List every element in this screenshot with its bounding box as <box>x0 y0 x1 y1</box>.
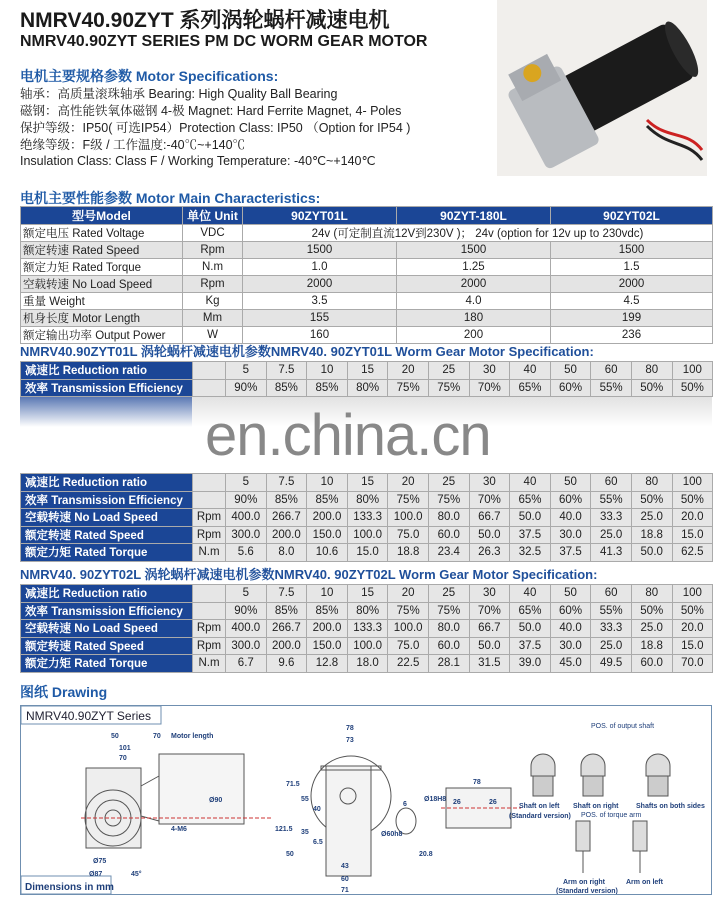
dimension-label: 20.8 <box>419 851 433 858</box>
table-row <box>21 526 713 544</box>
value-cell: 70% <box>469 379 510 397</box>
dimension-label: 26 <box>489 799 497 806</box>
dimension-label: 55 <box>301 796 309 803</box>
value-cell: 200 <box>397 327 551 344</box>
dimension-label: (Standard version) <box>509 813 571 820</box>
spec-insulation-cn: 绝缘等级：F级 / 工作温度:-40℃~+140℃ <box>20 138 246 152</box>
value-cell: 50 <box>550 362 591 380</box>
dimension-label: 43 <box>341 863 349 870</box>
value-cell: 6.7 <box>226 655 267 673</box>
value-cell: 400.0 <box>226 509 267 527</box>
value-cell: 30 <box>469 362 510 380</box>
table-row <box>21 637 713 655</box>
table-row <box>21 242 713 259</box>
dimension-label: 71.5 <box>286 781 300 788</box>
value-cell: 80% <box>347 491 388 509</box>
value-cell: 85% <box>307 602 348 620</box>
value-cell: 45.0 <box>550 655 591 673</box>
dimension-label: Arm on left <box>626 879 663 886</box>
value-cell: 160 <box>243 327 397 344</box>
value-cell: 75.0 <box>388 637 429 655</box>
dimension-label: 71 <box>341 887 349 894</box>
value-cell: 155 <box>243 310 397 327</box>
table-row <box>21 293 713 310</box>
dimension-label: 50 <box>286 851 294 858</box>
value-cell: 25 <box>428 362 469 380</box>
value-cell: 39.0 <box>510 655 551 673</box>
motor-length-label: Motor length <box>171 733 214 740</box>
value-cell: 55% <box>591 491 632 509</box>
value-cell: 50.0 <box>510 620 551 638</box>
spec-protection: 保护等级：IP50( 可选IP54）Protection Class: IP50 （Option for IP54 ) <box>20 121 411 135</box>
unit-cell <box>193 362 226 380</box>
value-cell: 7.5 <box>266 585 307 603</box>
value-cell: 20.0 <box>672 620 713 638</box>
value-cell: 199 <box>551 310 713 327</box>
header-row <box>21 207 713 225</box>
row-label: 额定转速 Rated Speed <box>21 637 193 655</box>
value-cell: 7.5 <box>266 474 307 492</box>
value-cell: 3.5 <box>243 293 397 310</box>
value-cell: 150.0 <box>307 637 348 655</box>
value-cell: 150.0 <box>307 526 348 544</box>
value-cell: 15.0 <box>672 526 713 544</box>
column-header: 90ZYT-180L <box>397 207 551 225</box>
value-cell: 66.7 <box>469 509 510 527</box>
value-cell: 66.7 <box>469 620 510 638</box>
value-cell: 75% <box>428 379 469 397</box>
value-cell: 70% <box>469 602 510 620</box>
value-cell: 37.5 <box>510 526 551 544</box>
value-cell: 18.0 <box>347 655 388 673</box>
dimension-label: Ø90 <box>209 797 223 804</box>
value-cell: 85% <box>307 491 348 509</box>
value-cell: 49.5 <box>591 655 632 673</box>
unit-cell: Rpm <box>183 242 243 259</box>
value-cell: 10 <box>307 362 348 380</box>
value-cell: 30.0 <box>550 526 591 544</box>
value-cell: 31.5 <box>469 655 510 673</box>
value-cell: 75% <box>388 491 429 509</box>
value-cell: 80 <box>631 474 672 492</box>
page-subtitle: NMRV40.90ZYT SERIES PM DC WORM GEAR MOTOR <box>20 33 428 50</box>
value-cell: 50% <box>631 602 672 620</box>
value-cell: 100.0 <box>347 637 388 655</box>
dimension-label: 70 <box>153 733 161 740</box>
value-cell: 4.5 <box>551 293 713 310</box>
table-row <box>21 655 713 673</box>
dimension-label: Ø18H8 <box>424 796 447 803</box>
value-cell: 5 <box>226 362 267 380</box>
column-header: 型号Model <box>21 207 183 225</box>
value-cell: 20 <box>388 362 429 380</box>
value-cell: 50% <box>672 602 713 620</box>
value-cell: 25.0 <box>631 620 672 638</box>
value-cell: 180 <box>397 310 551 327</box>
unit-cell: Kg <box>183 293 243 310</box>
unit-cell: Rpm <box>193 526 226 544</box>
value-cell: 50% <box>672 379 713 397</box>
column-header: 单位 Unit <box>183 207 243 225</box>
table-row <box>21 379 713 397</box>
value-cell: 90% <box>226 491 267 509</box>
row-label: 减速比 Reduction ratio <box>21 362 193 380</box>
value-cell: 70% <box>469 491 510 509</box>
value-cell: 50% <box>631 379 672 397</box>
dimension-label: 6.5 <box>313 839 323 846</box>
value-cell: 50 <box>550 474 591 492</box>
table-row <box>21 276 713 293</box>
value-cell: 75% <box>388 602 429 620</box>
row-label: 空载转速 No Load Speed <box>21 509 193 527</box>
units-label: Dimensions in mm <box>25 882 114 893</box>
value-cell: 1.25 <box>397 259 551 276</box>
table-row <box>21 310 713 327</box>
dimension-label: Ø75 <box>93 858 107 865</box>
value-cell: 65% <box>510 491 551 509</box>
specs-heading: 电机主要规格参数 Motor Specifications: <box>20 68 279 84</box>
value-cell: 80 <box>631 362 672 380</box>
value-cell: 60 <box>591 362 632 380</box>
value-cell: 60.0 <box>428 637 469 655</box>
value-cell: 100 <box>672 474 713 492</box>
table-row <box>21 491 713 509</box>
value-cell: 65% <box>510 602 551 620</box>
unit-cell: Rpm <box>183 276 243 293</box>
value-cell: 60 <box>591 585 632 603</box>
value-cell: 5.6 <box>226 544 267 562</box>
value-cell: 80% <box>347 379 388 397</box>
value-cell: 40 <box>510 362 551 380</box>
value-cell: 37.5 <box>510 637 551 655</box>
value-cell: 5 <box>226 585 267 603</box>
unit-cell: N.m <box>193 655 226 673</box>
value-cell: 60.0 <box>631 655 672 673</box>
dimension-label: 35 <box>301 829 309 836</box>
value-cell: 25 <box>428 585 469 603</box>
page-title: NMRV40.90ZYT 系列涡轮蜗杆减速电机 <box>20 9 390 32</box>
row-label: 效率 Transmission Efficiency <box>21 491 193 509</box>
row-label: 减速比 Reduction ratio <box>21 474 193 492</box>
t02-heading: NMRV40. 90ZYT02L 涡轮蜗杆减速电机参数NMRV40. 90ZYT02L Worm Gear Motor Specification: <box>20 567 598 582</box>
unit-cell <box>193 491 226 509</box>
value-cell: 10 <box>307 585 348 603</box>
unit-cell: Rpm <box>193 620 226 638</box>
value-cell: 50.0 <box>510 509 551 527</box>
value-cell: 85% <box>266 602 307 620</box>
row-label: 额定力矩 Rated Torque <box>21 655 193 673</box>
value-cell: 60.0 <box>428 526 469 544</box>
spec-bearing: 轴承：高质量滚珠轴承 Bearing: High Quality Ball Bearing <box>20 87 338 101</box>
dimension-label: 6 <box>403 801 407 808</box>
row-label: 额定力矩 Rated Torque <box>21 259 183 276</box>
value-cell: 50% <box>672 491 713 509</box>
t02-spec-table <box>20 584 713 673</box>
value-cell: 12.8 <box>307 655 348 673</box>
value-cell: 80 <box>631 585 672 603</box>
dimension-label: 50 <box>111 733 119 740</box>
table-row <box>21 620 713 638</box>
dimension-label: 60 <box>341 876 349 883</box>
dimension-label: 40 <box>313 806 321 813</box>
value-cell: 60% <box>550 379 591 397</box>
row-label: 效率 Transmission Efficiency <box>21 602 193 620</box>
spec-magnet: 磁钢：高性能铁氧体磁钢 4-极 Magnet: Hard Ferrite Magnet, 4- Poles <box>20 104 402 118</box>
value-cell: 100.0 <box>388 620 429 638</box>
dimension-label: Ø87 <box>89 871 103 878</box>
value-cell: 100 <box>672 585 713 603</box>
unit-cell: W <box>183 327 243 344</box>
row-label: 空载转速 No Load Speed <box>21 276 183 293</box>
value-cell: 55% <box>591 602 632 620</box>
row-label: 额定转速 Rated Speed <box>21 526 193 544</box>
dimension-label: (Standard version) <box>556 888 618 894</box>
value-cell: 75% <box>388 379 429 397</box>
value-cell: 85% <box>307 379 348 397</box>
value-cell: 30.0 <box>550 637 591 655</box>
value-cell: 1500 <box>551 242 713 259</box>
value-cell: 20 <box>388 585 429 603</box>
unit-cell <box>193 474 226 492</box>
unit-cell: Rpm <box>193 637 226 655</box>
value-cell: 18.8 <box>388 544 429 562</box>
unit-cell: N.m <box>193 544 226 562</box>
dimension-label: 78 <box>473 779 481 786</box>
value-cell: 41.3 <box>591 544 632 562</box>
row-label: 减速比 Reduction ratio <box>21 585 193 603</box>
value-cell: 75% <box>428 602 469 620</box>
t01-spec-table-full <box>20 473 713 562</box>
unit-cell <box>193 602 226 620</box>
value-cell: 30 <box>469 585 510 603</box>
value-cell: 90% <box>226 602 267 620</box>
value-cell: 30 <box>469 474 510 492</box>
value-cell: 1500 <box>243 242 397 259</box>
value-cell: 7.5 <box>266 362 307 380</box>
row-label: 重量 Weight <box>21 293 183 310</box>
pos-shaft-label: POS. of output shaft <box>591 723 655 730</box>
cropped-fade-label <box>20 397 192 427</box>
value-cell: 1500 <box>397 242 551 259</box>
dimension-label: 45° <box>131 871 142 878</box>
pos-arm-label: POS. of torque arm <box>581 812 642 819</box>
value-cell: 62.5 <box>672 544 713 562</box>
motor-photo <box>497 0 707 176</box>
drawing-heading: 图纸 Drawing <box>20 684 108 700</box>
value-cell: 133.3 <box>347 620 388 638</box>
unit-cell: Mm <box>183 310 243 327</box>
value-cell: 60 <box>591 474 632 492</box>
value-cell: 50.0 <box>631 544 672 562</box>
dimension-label: 70 <box>119 755 127 762</box>
value-cell: 200.0 <box>266 637 307 655</box>
main-characteristics-table <box>20 206 713 344</box>
value-cell: 25.0 <box>631 509 672 527</box>
value-cell: 80.0 <box>428 509 469 527</box>
dimension-label: 101 <box>119 745 131 752</box>
table-row <box>21 259 713 276</box>
value-cell: 4.0 <box>397 293 551 310</box>
value-cell: 50.0 <box>469 637 510 655</box>
dimension-label: 73 <box>346 737 354 744</box>
table-row <box>21 585 713 603</box>
dimension-label: 121.5 <box>275 826 293 833</box>
value-cell: 15 <box>347 585 388 603</box>
value-cell: 1.0 <box>243 259 397 276</box>
value-cell: 75% <box>428 491 469 509</box>
voltage-value: 24v (可定制直流12V到230V )； 24v (option for 12v up to 230vdc) <box>243 225 713 242</box>
unit-cell: VDC <box>183 225 243 242</box>
value-cell: 200.0 <box>307 509 348 527</box>
value-cell: 200.0 <box>266 526 307 544</box>
unit-cell: N.m <box>183 259 243 276</box>
value-cell: 40.0 <box>550 509 591 527</box>
dimension-label: Arm on right <box>563 879 605 886</box>
value-cell: 100.0 <box>347 526 388 544</box>
value-cell: 300.0 <box>226 526 267 544</box>
value-cell: 25 <box>428 474 469 492</box>
value-cell: 40.0 <box>550 620 591 638</box>
value-cell: 18.8 <box>631 637 672 655</box>
t01-spec-table <box>20 361 713 397</box>
value-cell: 15.0 <box>347 544 388 562</box>
value-cell: 32.5 <box>510 544 551 562</box>
value-cell: 266.7 <box>266 509 307 527</box>
table-row <box>21 544 713 562</box>
row-label: 额定力矩 Rated Torque <box>21 544 193 562</box>
value-cell: 10 <box>307 474 348 492</box>
dimension-label: Ø60h8 <box>381 831 403 838</box>
dimension-label: Shaft on left <box>519 803 560 810</box>
value-cell: 23.4 <box>428 544 469 562</box>
value-cell: 133.3 <box>347 509 388 527</box>
value-cell: 40 <box>510 474 551 492</box>
value-cell: 10.6 <box>307 544 348 562</box>
dimension-label: Shaft on right <box>573 803 619 810</box>
unit-cell <box>193 585 226 603</box>
main-heading: 电机主要性能参数 Motor Main Characteristics: <box>20 190 321 206</box>
value-cell: 2000 <box>243 276 397 293</box>
value-cell: 8.0 <box>266 544 307 562</box>
value-cell: 9.6 <box>266 655 307 673</box>
value-cell: 85% <box>266 379 307 397</box>
value-cell: 1.5 <box>551 259 713 276</box>
value-cell: 50.0 <box>469 526 510 544</box>
spec-insulation-en: Insulation Class: Class F / Working Temperature: -40℃~+140℃ <box>20 154 376 168</box>
value-cell: 50% <box>631 491 672 509</box>
value-cell: 2000 <box>397 276 551 293</box>
value-cell: 100.0 <box>388 509 429 527</box>
value-cell: 60% <box>550 602 591 620</box>
unit-cell <box>193 379 226 397</box>
value-cell: 85% <box>266 491 307 509</box>
value-cell: 15.0 <box>672 637 713 655</box>
row-label: 效率 Transmission Efficiency <box>21 379 193 397</box>
value-cell: 400.0 <box>226 620 267 638</box>
column-header: 90ZYT01L <box>243 207 397 225</box>
value-cell: 37.5 <box>550 544 591 562</box>
row-label: 额定转速 Rated Speed <box>21 242 183 259</box>
dimension-label: 26 <box>453 799 461 806</box>
value-cell: 55% <box>591 379 632 397</box>
value-cell: 22.5 <box>388 655 429 673</box>
series-label: NMRV40.90ZYT Series <box>26 709 151 723</box>
value-cell: 200.0 <box>307 620 348 638</box>
value-cell: 300.0 <box>226 637 267 655</box>
value-cell: 26.3 <box>469 544 510 562</box>
table-row <box>21 602 713 620</box>
t01-heading: NMRV40.90ZYT01L 涡轮蜗杆减速电机参数NMRV40. 90ZYT01L Worm Gear Motor Specification: <box>20 344 594 359</box>
value-cell: 60% <box>550 491 591 509</box>
value-cell: 50 <box>550 585 591 603</box>
table-row <box>21 362 713 380</box>
value-cell: 70.0 <box>672 655 713 673</box>
value-cell: 20 <box>388 474 429 492</box>
unit-cell: Rpm <box>193 509 226 527</box>
dimension-label: 78 <box>346 725 354 732</box>
value-cell: 18.8 <box>631 526 672 544</box>
column-header: 90ZYT02L <box>551 207 713 225</box>
value-cell: 15 <box>347 474 388 492</box>
value-cell: 5 <box>226 474 267 492</box>
value-cell: 28.1 <box>428 655 469 673</box>
watermark: en.china.cn <box>205 403 491 468</box>
table-row <box>21 509 713 527</box>
value-cell: 100 <box>672 362 713 380</box>
value-cell: 65% <box>510 379 551 397</box>
value-cell: 40 <box>510 585 551 603</box>
value-cell: 2000 <box>551 276 713 293</box>
table-row <box>21 225 713 242</box>
value-cell: 15 <box>347 362 388 380</box>
value-cell: 80% <box>347 602 388 620</box>
dimension-label: 4-M6 <box>171 826 187 833</box>
row-label: 额定输出功率 Output Power <box>21 327 183 344</box>
value-cell: 90% <box>226 379 267 397</box>
value-cell: 236 <box>551 327 713 344</box>
value-cell: 33.3 <box>591 509 632 527</box>
value-cell: 25.0 <box>591 526 632 544</box>
value-cell: 75.0 <box>388 526 429 544</box>
table-row <box>21 474 713 492</box>
row-label: 机身长度 Motor Length <box>21 310 183 327</box>
value-cell: 33.3 <box>591 620 632 638</box>
value-cell: 266.7 <box>266 620 307 638</box>
row-label: 额定电压 Rated Voltage <box>21 225 183 242</box>
value-cell: 80.0 <box>428 620 469 638</box>
row-label: 空载转速 No Load Speed <box>21 620 193 638</box>
value-cell: 25.0 <box>591 637 632 655</box>
dimension-drawing <box>20 705 712 895</box>
value-cell: 20.0 <box>672 509 713 527</box>
dimension-label: Shafts on both sides <box>636 803 705 810</box>
